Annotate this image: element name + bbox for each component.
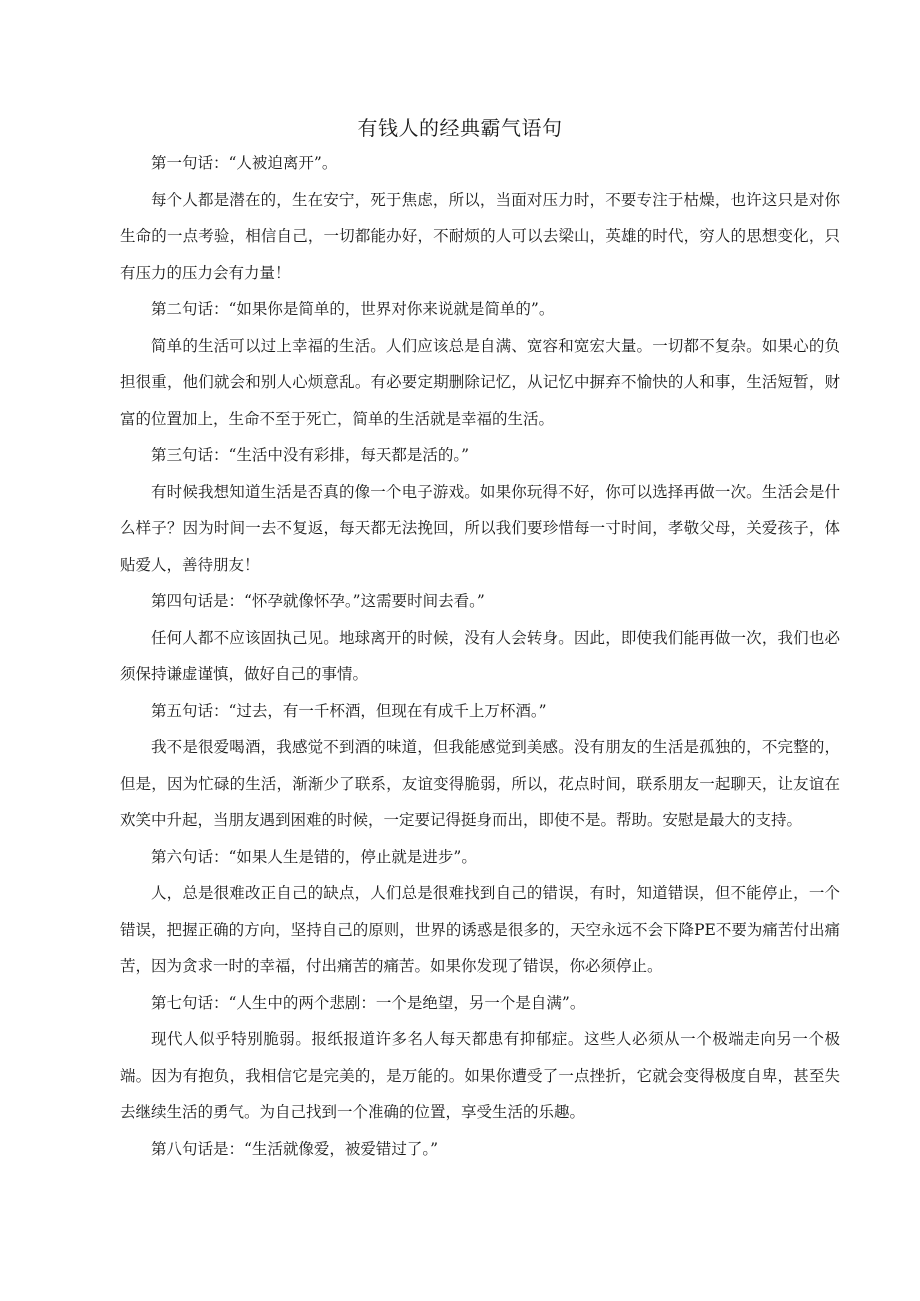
page-title: 有钱人的经典霸气语句 (357, 116, 563, 140)
body-paragraph-7: 现代人似乎特别脆弱。报纸报道许多名人每天都患有抑郁症。这些人必须从一个极端走向另一个极端。因为有抱负，我相信它是完美的，是万能的。如果你遭受了一点挫折，它就会变得极度自卑，甚至失去继续生活的勇气。为自己找到一个准确的位置，享受生活的乐趣。 (120, 1030, 840, 1121)
body-paragraph-5: 我不是很爱喝酒，我感觉不到酒的味道，但我能感觉到美感。没有朋友的生活是孤独的，不完整的，但是，因为忙碌的生活，渐渐少了联系，友谊变得脆弱，所以，花点时间，联系朋友一起聊天，让友谊在欢笑中升起，当朋友遇到困难的时候，一定要记得挺身而出，即使不是。帮助。安慰是最大的支持。 (120, 738, 840, 829)
body-paragraph-6: 人，总是很难改正自己的缺点，人们总是很难找到自己的错误，有时，知道错误，但不能停止，一个错误，把握正确的方向，坚持自己的原则，世界的诱惑是很多的，天空永远不会下降PE不要为痛苦付出痛苦，因为贪求一时的幸福，付出痛苦的痛苦。如果你发现了错误，你必须停止。 (120, 884, 840, 975)
body-paragraph-2: 简单的生活可以过上幸福的生活。人们应该总是自满、宽容和宽宏大量。一切都不复杂。如果心的负担很重，他们就会和别人心烦意乱。有必要定期删除记忆，从记忆中摒弃不愉快的人和事，生活短暂，财富的位置加上，生命不至于死亡，简单的生活就是幸福的生活。 (120, 336, 840, 428)
saying-heading-4: 第四句话是：“怀孕就像怀孕。”这需要时间去看。” (151, 592, 485, 610)
saying-heading-3: 第三句话：“生活中没有彩排，每天都是活的。” (151, 446, 470, 464)
body-paragraph-3: 有时候我想知道生活是否真的像一个电子游戏。如果你玩得不好，你可以选择再做一次。生活会是什么样子？因为时间一去不复返，每天都无法挽回，所以我们要珍惜每一寸时间，孝敬父母，关爱孩子，体贴爱人，善待朋友！ (120, 482, 840, 574)
document-body (120, 145, 840, 1167)
saying-heading-1: 第一句话：“人被迫离开”。 (151, 154, 338, 172)
saying-heading-2: 第二句话：“如果你是简单的，世界对你来说就是简单的”。 (151, 300, 555, 318)
body-paragraph-1: 每个人都是潜在的，生在安宁，死于焦虑，所以，当面对压力时，不要专注于枯燥，也许这只是对你生命的一点考验，相信自己，一切都能办好，不耐烦的人可以去梁山，英雄的时代，穷人的思想变化，只有压力的压力会有力量！ (120, 190, 840, 282)
saying-heading-8: 第八句话是：“生活就像爱，被爱错过了。” (151, 1139, 439, 1158)
saying-heading-5: 第五句话：“过去，有一千杯酒，但现在有成千上万杯酒。” (151, 701, 547, 720)
saying-heading-6: 第六句话：“如果人生是错的，停止就是进步”。 (151, 847, 477, 866)
body-paragraph-4: 任何人都不应该固执己见。地球离开的时候，没有人会转身。因此，即使我们能再做一次，我们也必须保持谦虚谨慎，做好自己的事情。 (120, 628, 840, 683)
saying-heading-7: 第七句话：“人生中的两个悲剧：一个是绝望，另一个是自满”。 (151, 993, 586, 1012)
